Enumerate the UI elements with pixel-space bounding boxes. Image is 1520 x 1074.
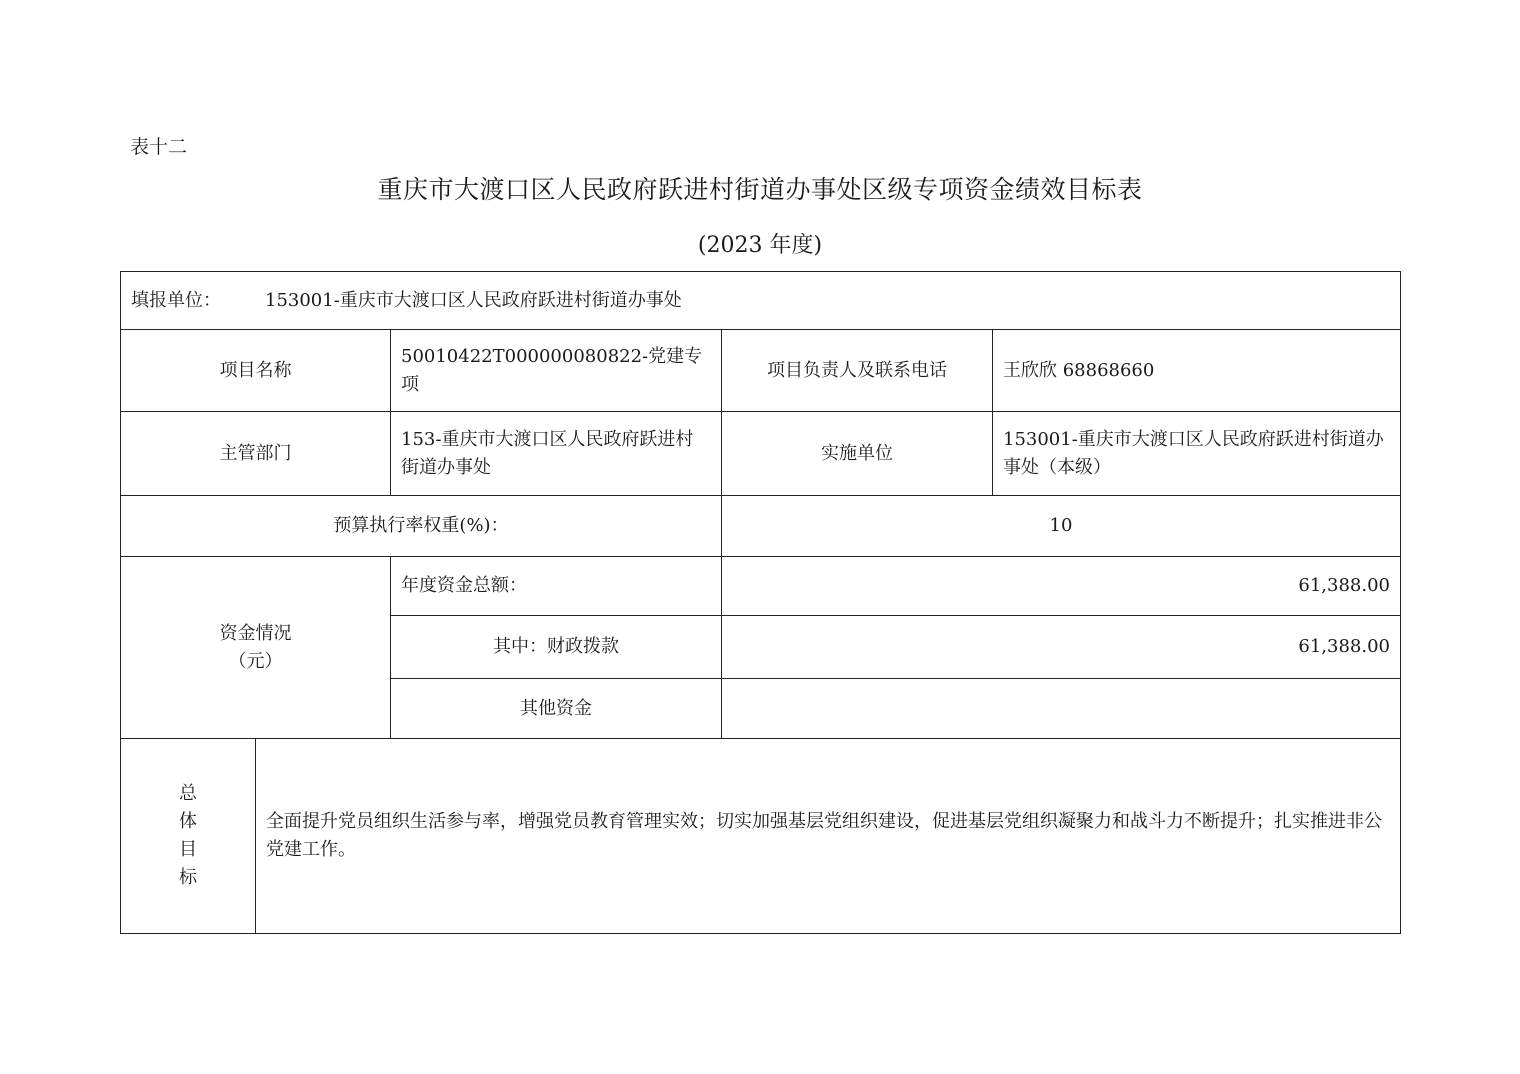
- project-name-value: 50010422T000000080822-党建专项: [391, 330, 722, 412]
- table-number-label: 表十二: [130, 136, 188, 158]
- budget-rate-value: 10: [722, 496, 1401, 557]
- project-row: [121, 330, 1401, 412]
- implementing-unit-value: 153001-重庆市大渡口区人民政府跃进村街道办事处（本级）: [993, 412, 1401, 496]
- reporting-unit-cell: [121, 272, 1401, 330]
- budget-rate-label: 预算执行率权重(%)：: [121, 496, 722, 557]
- fund-total-row: [121, 557, 1401, 616]
- implementing-unit-label: 实施单位: [722, 412, 993, 496]
- project-contact-value: 王欣欣 68868660: [993, 330, 1401, 412]
- fund-other-value: [722, 679, 1401, 739]
- overall-goal-text: 全面提升党员组织生活参与率，增强党员教育管理实效；切实加强基层党组织建设，促进基层党组织凝聚力和战斗力不断提升；扎实推进非公党建工作。: [256, 739, 1401, 934]
- fund-other-label: 其他资金: [391, 679, 722, 739]
- department-label: 主管部门: [121, 412, 391, 496]
- department-row: [121, 412, 1401, 496]
- overall-goal-row: [121, 739, 1401, 934]
- project-name-label: 项目名称: [121, 330, 391, 412]
- fund-total-value: 61,388.00: [722, 557, 1401, 616]
- fund-fiscal-value: 61,388.00: [722, 616, 1401, 679]
- overall-goal-label-text: 总体目标: [179, 783, 197, 888]
- reporting-unit-label: 填报单位：: [131, 289, 221, 311]
- performance-target-table: [120, 271, 1401, 934]
- department-value: 153-重庆市大渡口区人民政府跃进村街道办事处: [391, 412, 722, 496]
- funds-label: [121, 557, 391, 739]
- reporting-unit-row: [121, 272, 1401, 330]
- fund-fiscal-label: 其中：财政拨款: [391, 616, 722, 679]
- fund-total-label: 年度资金总额：: [391, 557, 722, 616]
- overall-goal-label: [121, 739, 256, 934]
- project-contact-label: 项目负责人及联系电话: [722, 330, 993, 412]
- funds-label-text: 资金情况 （元）: [219, 622, 292, 672]
- document-title: 重庆市大渡口区人民政府跃进村街道办事处区级专项资金绩效目标表: [377, 175, 1143, 204]
- reporting-unit-value: 153001-重庆市大渡口区人民政府跃进村街道办事处: [265, 289, 682, 311]
- budget-rate-row: [121, 496, 1401, 557]
- document-year: (2023 年度): [697, 233, 823, 258]
